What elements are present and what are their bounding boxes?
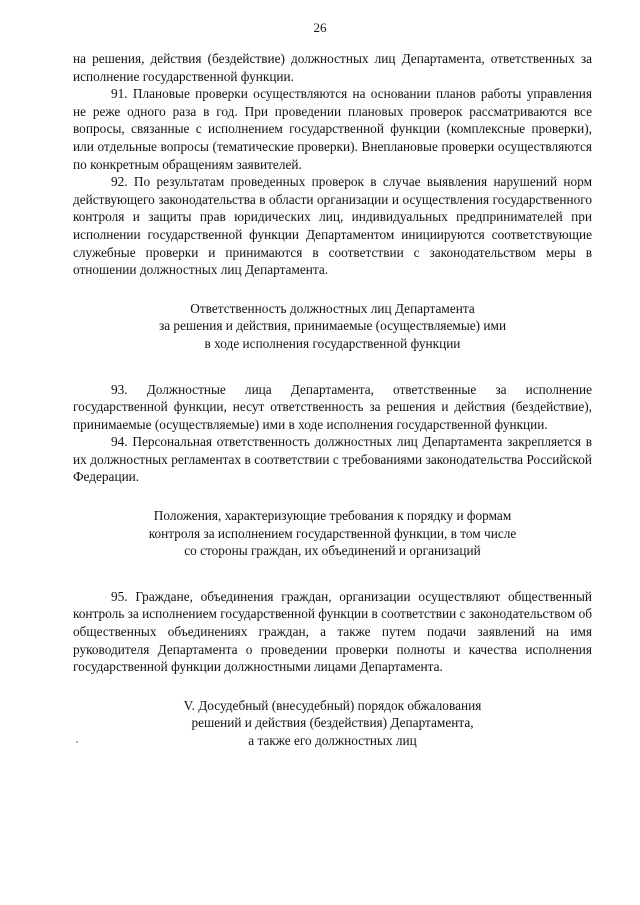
paragraph-continuation: на решения, действия (бездействие) должностных лиц Департамента, ответственных за исполнение государственной функции. [73,51,592,84]
spacer [73,486,592,507]
paragraph-93: 93. Должностные лица Департамента, ответственные за исполнение государственной функции, несут ответственность за решения и действия (бездействие), принимаемые (осуществляемые) ими в ходе исполнения государственной функции. [73,381,592,432]
document-body [73,50,592,750]
paragraph-95: 95. Граждане, объединения граждан, организации осуществляют общественный контроль за исполнением государственной функции в соответствии с законодательством об общественных объединениях граждан, а также путем подачи заявлений на имя руководителя Департамента о проведении проверки полноты и качества исполнения государственной функции должностными лицами Департамента. [73,588,592,675]
spacer [73,353,592,381]
spacer [73,560,592,588]
paragraph-91: 91. Плановые проверки осуществляются на основании планов работы управления не реже одного раза в год. При проведении плановых проверок рассматриваются все вопросы, связанные с исполнением государственной функции (комплексные проверки), или отдельные вопросы (тематические проверки). Внеплановые проверки осуществляются по конкретным обращениям заявителей. [73,86,592,172]
heading-responsibility: Ответственность должностных лиц Департамента за решения и действия, принимаемые (осуществляемые) ими в ходе исполнения государственной функции [158,300,507,351]
paragraph-92: 92. По результатам проведенных проверок в случае выявления нарушений норм действующего законодательства в области организации и осуществления государственного контроля и защиты прав юридических лиц, индивидуальных предпринимателей при исполнении государственной функции Департаментом инициируются соответствующие служебные проверки и принимаются в соответствии с законодательством меры в отношении должностных лиц Департамента. [73,174,592,278]
heading-citizen-control: Положения, характеризующие требования к порядку и формам контроля за исполнением государственной функции, в том числе со стороны граждан, их объединений и организаций [148,508,517,559]
heading-section-v: V. Досудебный (внесудебный) порядок обжалования решений и действия (бездействия) Департамента, а также его должностных лиц [183,697,482,748]
scan-speck [76,741,78,743]
spacer [73,676,592,697]
paragraph-94: 94. Персональная ответственность должностных лиц Департамента закрепляется в их должностных регламентах в соответствии с требованиями законодательства Российской Федерации. [73,434,592,485]
spacer [73,279,592,300]
page-number: 26 [313,20,327,35]
